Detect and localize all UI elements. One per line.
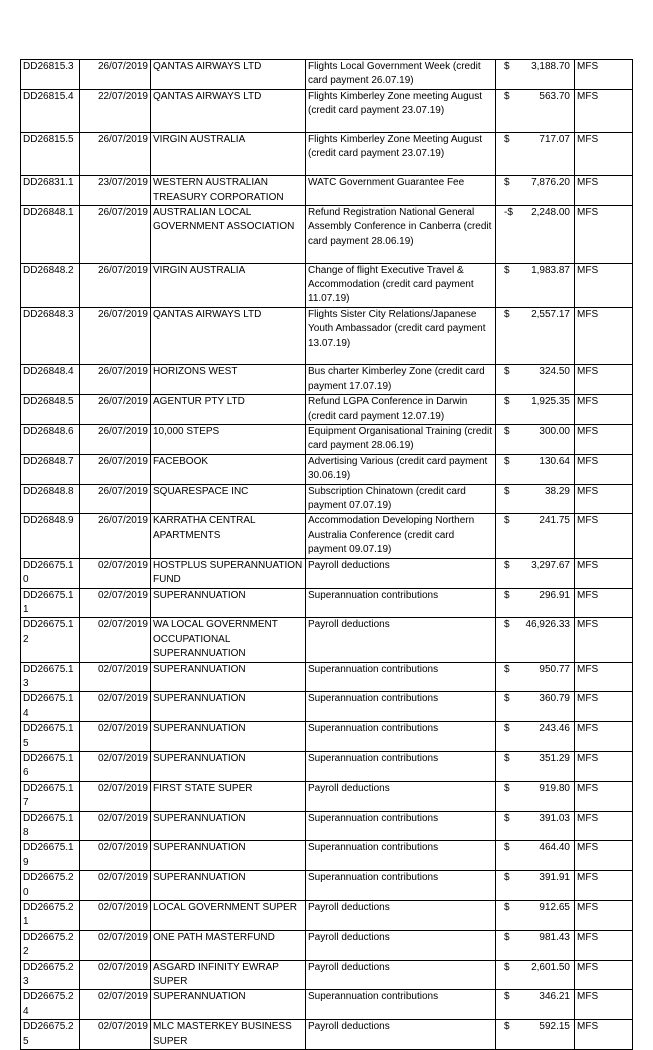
payment-date: 26/07/2019 xyxy=(80,307,151,365)
fund-code: MFS xyxy=(575,960,633,990)
fund-code: MFS xyxy=(575,930,633,960)
table-row xyxy=(21,60,633,90)
payment-amount-cell xyxy=(496,484,575,514)
payee-name: SUPERANNUATION xyxy=(151,811,306,841)
payment-amount: 46,926.33 xyxy=(525,619,570,631)
payment-description: Accommodation Developing Northern Australia Conference (credit card payment 09.07.19) xyxy=(306,514,496,558)
currency-sign: $ xyxy=(504,308,510,320)
payee-name: LOCAL GOVERNMENT SUPER xyxy=(151,901,306,931)
payment-amount: 346.21 xyxy=(539,991,570,1003)
payment-amount: 7,876.20 xyxy=(531,177,570,189)
payment-date: 02/07/2019 xyxy=(80,662,151,692)
payee-name: ASGARD INFINITY EWRAP SUPER xyxy=(151,960,306,990)
payment-amount: 300.00 xyxy=(539,426,570,438)
table-row xyxy=(21,871,633,901)
payee-name: QANTAS AIRWAYS LTD xyxy=(151,60,306,90)
payment-description: Flights Kimberley Zone Meeting August (credit card payment 23.07.19) xyxy=(306,133,496,176)
payment-amount: 563.70 xyxy=(539,90,570,102)
payment-date: 26/07/2019 xyxy=(80,425,151,455)
payment-reference: DD26675.15 xyxy=(21,722,80,752)
currency-sign: $ xyxy=(504,812,510,824)
payment-amount-cell xyxy=(496,841,575,871)
fund-code: MFS xyxy=(575,588,633,618)
payee-name: AUSTRALIAN LOCAL GOVERNMENT ASSOCIATION xyxy=(151,206,306,264)
payment-description: Superannuation contributions xyxy=(306,751,496,781)
payee-name: FACEBOOK xyxy=(151,454,306,484)
table-row xyxy=(21,662,633,692)
payment-amount: 464.40 xyxy=(539,842,570,854)
payments-document xyxy=(20,59,633,1050)
payment-date: 26/07/2019 xyxy=(80,365,151,395)
payment-reference: DD26675.10 xyxy=(21,558,80,588)
payment-date: 02/07/2019 xyxy=(80,990,151,1020)
payment-reference: DD26675.11 xyxy=(21,588,80,618)
payment-date: 02/07/2019 xyxy=(80,618,151,662)
payment-amount: 241.75 xyxy=(539,515,570,527)
payment-description: Bus charter Kimberley Zone (credit card payment 17.07.19) xyxy=(306,365,496,395)
payment-reference: DD26848.8 xyxy=(21,484,80,514)
payment-amount: 919.80 xyxy=(539,782,570,794)
currency-sign: $ xyxy=(504,134,510,145)
fund-code: MFS xyxy=(575,871,633,901)
payment-description: Superannuation contributions xyxy=(306,841,496,871)
table-row xyxy=(21,751,633,781)
payment-amount-cell xyxy=(496,751,575,781)
payee-name: 10,000 STEPS xyxy=(151,425,306,455)
fund-code: MFS xyxy=(575,722,633,752)
table-row xyxy=(21,930,633,960)
table-row xyxy=(21,811,633,841)
payment-reference: DD26848.3 xyxy=(21,307,80,365)
table-row xyxy=(21,454,633,484)
fund-code: MFS xyxy=(575,781,633,811)
fund-code: MFS xyxy=(575,89,633,132)
fund-code: MFS xyxy=(575,133,633,176)
table-row xyxy=(21,395,633,425)
payment-amount-cell xyxy=(496,395,575,425)
payment-reference: DD26675.22 xyxy=(21,930,80,960)
payment-amount: 391.91 xyxy=(539,872,570,884)
table-row xyxy=(21,133,633,176)
payment-description: Change of flight Executive Travel & Accommodation (credit card payment 11.07.19) xyxy=(306,263,496,307)
payment-description: Refund LGPA Conference in Darwin (credit card payment 12.07.19) xyxy=(306,395,496,425)
fund-code: MFS xyxy=(575,60,633,90)
table-row xyxy=(21,558,633,588)
payment-reference: DD26831.1 xyxy=(21,176,80,206)
payment-date: 26/07/2019 xyxy=(80,395,151,425)
payment-date: 02/07/2019 xyxy=(80,811,151,841)
table-row xyxy=(21,722,633,752)
payee-name: KARRATHA CENTRAL APARTMENTS xyxy=(151,514,306,558)
payment-date: 26/07/2019 xyxy=(80,514,151,558)
currency-sign: $ xyxy=(504,455,510,467)
fund-code: MFS xyxy=(575,263,633,307)
payment-reference: DD26675.20 xyxy=(21,871,80,901)
payment-date: 02/07/2019 xyxy=(80,841,151,871)
payment-description: Superannuation contributions xyxy=(306,871,496,901)
currency-sign: $ xyxy=(504,931,510,943)
fund-code: MFS xyxy=(575,176,633,206)
currency-sign: $ xyxy=(504,991,510,1003)
fund-code: MFS xyxy=(575,307,633,365)
fund-code: MFS xyxy=(575,484,633,514)
table-row xyxy=(21,692,633,722)
payment-date: 02/07/2019 xyxy=(80,960,151,990)
table-row xyxy=(21,365,633,395)
payment-reference: DD26675.18 xyxy=(21,811,80,841)
payment-reference: DD26675.12 xyxy=(21,618,80,662)
payee-name: FIRST STATE SUPER xyxy=(151,781,306,811)
table-row xyxy=(21,514,633,558)
payment-amount-cell xyxy=(496,722,575,752)
payment-description: Superannuation contributions xyxy=(306,692,496,722)
payments-table xyxy=(20,59,633,1050)
payment-reference: DD26815.5 xyxy=(21,133,80,176)
payment-description: WATC Government Guarantee Fee xyxy=(306,176,496,206)
table-row xyxy=(21,206,633,264)
table-row xyxy=(21,307,633,365)
fund-code: MFS xyxy=(575,990,633,1020)
table-row xyxy=(21,618,633,662)
payment-amount: 1,925.35 xyxy=(531,396,570,408)
currency-sign: $ xyxy=(504,902,510,914)
payee-name: HOSTPLUS SUPERANNUATION FUND xyxy=(151,558,306,588)
payment-date: 02/07/2019 xyxy=(80,588,151,618)
currency-sign: $ xyxy=(504,366,510,378)
payment-date: 26/07/2019 xyxy=(80,263,151,307)
payment-reference: DD26675.24 xyxy=(21,990,80,1020)
payment-amount: 391.03 xyxy=(539,812,570,824)
fund-code: MFS xyxy=(575,206,633,264)
payment-amount-cell xyxy=(496,425,575,455)
currency-sign: $ xyxy=(504,515,510,527)
payee-name: SUPERANNUATION xyxy=(151,692,306,722)
currency-sign: $ xyxy=(504,619,510,631)
currency-sign: $ xyxy=(504,1021,510,1033)
fund-code: MFS xyxy=(575,425,633,455)
payee-name: SQUARESPACE INC xyxy=(151,484,306,514)
table-row xyxy=(21,89,633,132)
payment-amount-cell xyxy=(496,811,575,841)
table-row xyxy=(21,901,633,931)
payment-reference: DD26675.14 xyxy=(21,692,80,722)
currency-sign: $ xyxy=(504,842,510,854)
payee-name: WESTERN AUSTRALIAN TREASURY CORPORATION xyxy=(151,176,306,206)
payment-description: Advertising Various (credit card payment 30.06.19) xyxy=(306,454,496,484)
payment-description: Payroll deductions xyxy=(306,901,496,931)
payment-date: 02/07/2019 xyxy=(80,901,151,931)
payment-reference: DD26848.7 xyxy=(21,454,80,484)
payee-name: SUPERANNUATION xyxy=(151,990,306,1020)
fund-code: MFS xyxy=(575,514,633,558)
payment-amount-cell xyxy=(496,662,575,692)
payment-amount: 3,188.70 xyxy=(531,61,570,72)
payments-table-body xyxy=(21,60,633,1050)
payment-amount: 3,297.67 xyxy=(531,559,570,571)
fund-code: MFS xyxy=(575,365,633,395)
payment-reference: DD26848.5 xyxy=(21,395,80,425)
payment-description: Payroll deductions xyxy=(306,618,496,662)
payment-reference: DD26848.9 xyxy=(21,514,80,558)
payee-name: VIRGIN AUSTRALIA xyxy=(151,263,306,307)
currency-sign: $ xyxy=(504,559,510,571)
payment-reference: DD26675.25 xyxy=(21,1020,80,1050)
currency-sign: $ xyxy=(504,663,510,675)
payment-amount-cell xyxy=(496,692,575,722)
payee-name: MLC MASTERKEY BUSINESS SUPER xyxy=(151,1020,306,1050)
payment-amount-cell xyxy=(496,990,575,1020)
payment-amount: 130.64 xyxy=(539,455,570,467)
payment-amount-cell xyxy=(496,454,575,484)
payment-date: 02/07/2019 xyxy=(80,781,151,811)
currency-sign: $ xyxy=(504,61,510,72)
fund-code: MFS xyxy=(575,662,633,692)
payment-amount-cell xyxy=(496,89,575,132)
table-row xyxy=(21,990,633,1020)
payment-date: 02/07/2019 xyxy=(80,1020,151,1050)
payment-amount: 2,557.17 xyxy=(531,308,570,320)
payment-amount: 981.43 xyxy=(539,931,570,943)
currency-sign: $ xyxy=(504,752,510,764)
payment-amount: 717.07 xyxy=(539,134,570,145)
payee-name: SUPERANNUATION xyxy=(151,871,306,901)
payment-amount: 324.50 xyxy=(539,366,570,378)
payee-name: VIRGIN AUSTRALIA xyxy=(151,133,306,176)
payee-name: AGENTUR PTY LTD xyxy=(151,395,306,425)
payment-amount-cell xyxy=(496,307,575,365)
fund-code: MFS xyxy=(575,751,633,781)
payment-description: Payroll deductions xyxy=(306,1020,496,1050)
payment-description: Payroll deductions xyxy=(306,558,496,588)
table-row xyxy=(21,960,633,990)
payment-description: Payroll deductions xyxy=(306,960,496,990)
payment-reference: DD26675.16 xyxy=(21,751,80,781)
currency-sign: $ xyxy=(504,693,510,705)
payment-description: Flights Sister City Relations/Japanese Youth Ambassador (credit card payment 13.07.19) xyxy=(306,307,496,365)
payment-amount: 38.29 xyxy=(544,485,570,497)
table-row xyxy=(21,841,633,871)
payment-amount: 2,601.50 xyxy=(531,961,570,973)
payment-description: Superannuation contributions xyxy=(306,811,496,841)
payment-description: Payroll deductions xyxy=(306,781,496,811)
fund-code: MFS xyxy=(575,901,633,931)
payment-description: Payroll deductions xyxy=(306,930,496,960)
fund-code: MFS xyxy=(575,1020,633,1050)
payment-description: Superannuation contributions xyxy=(306,722,496,752)
payment-amount: 1,983.87 xyxy=(531,264,570,276)
table-row xyxy=(21,588,633,618)
currency-sign: $ xyxy=(504,396,510,408)
fund-code: MFS xyxy=(575,692,633,722)
payment-amount-cell xyxy=(496,871,575,901)
fund-code: MFS xyxy=(575,811,633,841)
currency-sign: $ xyxy=(504,872,510,884)
payment-description: Superannuation contributions xyxy=(306,662,496,692)
currency-sign: $ xyxy=(504,485,510,497)
payment-date: 02/07/2019 xyxy=(80,871,151,901)
payment-date: 26/07/2019 xyxy=(80,133,151,176)
payment-date: 02/07/2019 xyxy=(80,930,151,960)
fund-code: MFS xyxy=(575,618,633,662)
payment-amount-cell xyxy=(496,60,575,90)
currency-sign: -$ xyxy=(504,207,513,218)
payment-reference: DD26815.3 xyxy=(21,60,80,90)
payee-name: SUPERANNUATION xyxy=(151,751,306,781)
payment-date: 02/07/2019 xyxy=(80,722,151,752)
payment-description: Refund Registration National General Assembly Conference in Canberra (credit card payment 28.06.19) xyxy=(306,206,496,264)
fund-code: MFS xyxy=(575,841,633,871)
payee-name: SUPERANNUATION xyxy=(151,722,306,752)
currency-sign: $ xyxy=(504,177,510,189)
payment-description: Flights Local Government Week (credit card payment 26.07.19) xyxy=(306,60,496,90)
payment-reference: DD26848.4 xyxy=(21,365,80,395)
payment-amount: 2,248.00 xyxy=(531,207,570,218)
payment-amount-cell xyxy=(496,365,575,395)
payment-date: 26/07/2019 xyxy=(80,60,151,90)
payment-amount-cell xyxy=(496,960,575,990)
payment-description: Superannuation contributions xyxy=(306,990,496,1020)
payment-amount: 360.79 xyxy=(539,693,570,705)
payment-reference: DD26675.17 xyxy=(21,781,80,811)
fund-code: MFS xyxy=(575,454,633,484)
payment-date: 23/07/2019 xyxy=(80,176,151,206)
payee-name: ONE PATH MASTERFUND xyxy=(151,930,306,960)
payee-name: SUPERANNUATION xyxy=(151,662,306,692)
payment-amount: 243.46 xyxy=(539,723,570,735)
table-row xyxy=(21,263,633,307)
table-row xyxy=(21,484,633,514)
payee-name: HORIZONS WEST xyxy=(151,365,306,395)
payee-name: SUPERANNUATION xyxy=(151,841,306,871)
payment-reference: DD26675.13 xyxy=(21,662,80,692)
payment-reference: DD26815.4 xyxy=(21,89,80,132)
fund-code: MFS xyxy=(575,395,633,425)
payment-reference: DD26675.23 xyxy=(21,960,80,990)
payment-amount-cell xyxy=(496,930,575,960)
payment-description: Flights Kimberley Zone meeting August (credit card payment 23.07.19) xyxy=(306,89,496,132)
payment-amount: 950.77 xyxy=(539,663,570,675)
payment-amount-cell xyxy=(496,206,575,264)
currency-sign: $ xyxy=(504,782,510,794)
payment-amount-cell xyxy=(496,263,575,307)
fund-code: MFS xyxy=(575,558,633,588)
payment-amount: 912.65 xyxy=(539,902,570,914)
currency-sign: $ xyxy=(504,90,510,102)
payment-date: 02/07/2019 xyxy=(80,558,151,588)
payment-amount-cell xyxy=(496,1020,575,1050)
table-row xyxy=(21,1020,633,1050)
payment-amount-cell xyxy=(496,514,575,558)
table-row xyxy=(21,425,633,455)
payment-amount-cell xyxy=(496,133,575,176)
table-row xyxy=(21,781,633,811)
payment-description: Subscription Chinatown (credit card payment 07.07.19) xyxy=(306,484,496,514)
payment-reference: DD26848.6 xyxy=(21,425,80,455)
payee-name: SUPERANNUATION xyxy=(151,588,306,618)
payment-reference: DD26675.21 xyxy=(21,901,80,931)
payment-amount-cell xyxy=(496,901,575,931)
payment-amount: 592.15 xyxy=(539,1021,570,1033)
payment-amount-cell xyxy=(496,176,575,206)
payment-date: 26/07/2019 xyxy=(80,206,151,264)
table-row xyxy=(21,176,633,206)
payee-name: QANTAS AIRWAYS LTD xyxy=(151,89,306,132)
currency-sign: $ xyxy=(504,426,510,438)
payment-amount-cell xyxy=(496,781,575,811)
payment-description: Superannuation contributions xyxy=(306,588,496,618)
payment-amount-cell xyxy=(496,558,575,588)
payment-description: Equipment Organisational Training (credit card payment 28.06.19) xyxy=(306,425,496,455)
payment-date: 02/07/2019 xyxy=(80,692,151,722)
payment-reference: DD26848.1 xyxy=(21,206,80,264)
payment-date: 26/07/2019 xyxy=(80,484,151,514)
payment-amount-cell xyxy=(496,618,575,662)
payment-amount: 351.29 xyxy=(539,752,570,764)
payment-reference: DD26675.19 xyxy=(21,841,80,871)
payment-amount-cell xyxy=(496,588,575,618)
currency-sign: $ xyxy=(504,264,510,276)
payment-reference: DD26848.2 xyxy=(21,263,80,307)
currency-sign: $ xyxy=(504,961,510,973)
currency-sign: $ xyxy=(504,589,510,601)
payment-amount: 296.91 xyxy=(539,589,570,601)
payment-date: 02/07/2019 xyxy=(80,751,151,781)
payee-name: WA LOCAL GOVERNMENT OCCUPATIONAL SUPERANNUATION xyxy=(151,618,306,662)
payment-date: 26/07/2019 xyxy=(80,454,151,484)
payee-name: QANTAS AIRWAYS LTD xyxy=(151,307,306,365)
payment-date: 22/07/2019 xyxy=(80,89,151,132)
currency-sign: $ xyxy=(504,723,510,735)
